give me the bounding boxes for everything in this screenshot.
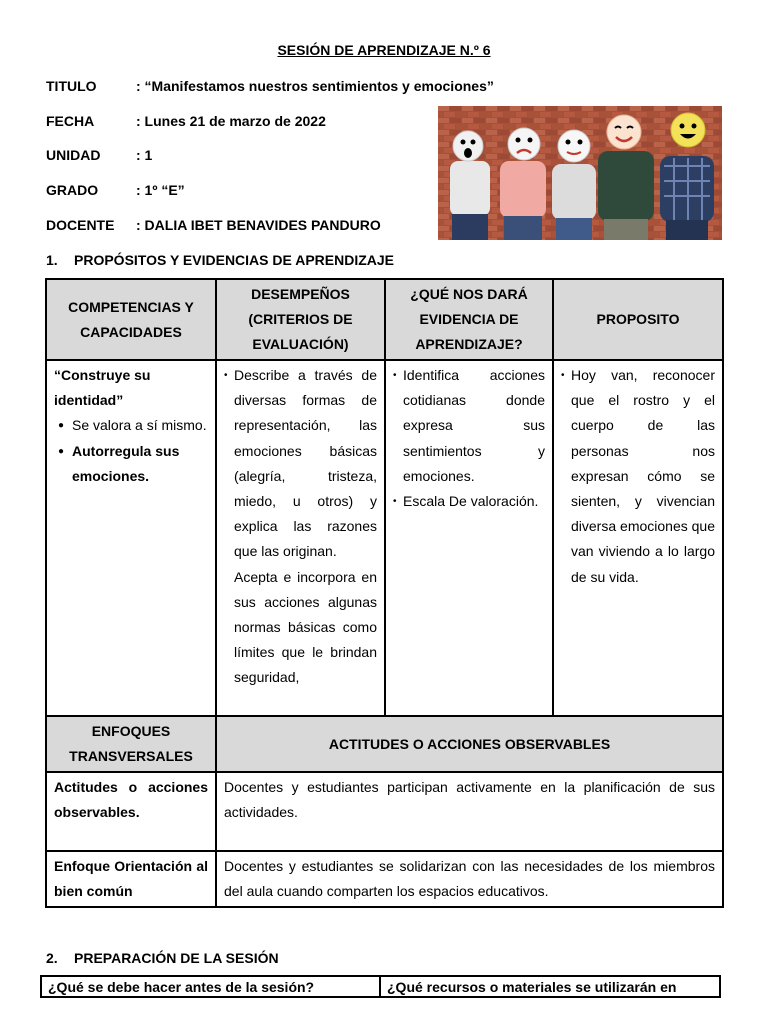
section-title: PREPARACIÓN DE LA SESIÓN (74, 950, 279, 966)
section-title: PROPÓSITOS Y EVIDENCIAS DE APRENDIZAJE (74, 252, 395, 268)
prep-col-resources: ¿Qué recursos o materiales se utilizarán en (380, 976, 720, 997)
table-row (46, 851, 723, 907)
meta-unidad (46, 147, 152, 163)
meta-value: : 1º “E” (136, 182, 185, 198)
evidencia-text: Identifica acciones cotidianas donde expresa sus sentimientos y emociones. (403, 367, 545, 484)
table-row (46, 772, 723, 851)
header-desempenos: DESEMPEÑOS (CRITERIOS DE EVALUACIÓN) (216, 279, 385, 360)
meta-value: : Lunes 21 de marzo de 2022 (136, 113, 326, 129)
desempeno-item (224, 363, 377, 565)
bullet-icon: • (224, 370, 228, 381)
table-header-row (46, 279, 723, 360)
meta-fecha (46, 113, 326, 129)
meta-titulo (46, 78, 494, 94)
competencias-cell (46, 360, 216, 716)
purposes-table (45, 278, 724, 908)
row-text: Docentes y estudiantes participan activamente en la planificación de sus actividades. (216, 772, 723, 851)
capacidad-text: Autorregula sus emociones. (72, 442, 180, 484)
section-1-heading (46, 252, 394, 268)
bullet-icon: • (393, 370, 397, 381)
preparation-table (40, 975, 721, 998)
bullet-icon: ● (58, 420, 65, 432)
row-text: Docentes y estudiantes se solidarizan con las necesidades de los miembros del aula cuando comparten los espacios educativos. (216, 851, 723, 907)
meta-label: UNIDAD (46, 147, 101, 163)
meta-grado (46, 182, 185, 198)
capacidad-item (54, 413, 208, 438)
desempeno-extra: Acepta e incorpora en sus acciones algunas normas básicas como límites que le brindan seguridad, (234, 568, 377, 686)
meta-label: GRADO (46, 182, 99, 198)
session-title: SESIÓN DE APRENDIZAJE N.º 6 (277, 42, 491, 58)
header-evidencia: ¿QUÉ NOS DARÁ EVIDENCIA DE APRENDIZAJE? (385, 279, 553, 360)
meta-value: : 1 (136, 147, 153, 163)
evidencia-text: Escala De valoración. (403, 493, 539, 510)
evidencia-item (393, 489, 545, 514)
table-content-row (46, 360, 723, 716)
meta-docente (46, 217, 381, 233)
meta-value: : “Manifestamos nuestros sentimientos y emociones” (136, 78, 494, 94)
row-label: Enfoque Orientación al bien común (46, 851, 216, 907)
header-enfoques: ENFOQUES TRANSVERSALES (46, 716, 216, 772)
capacidad-item (54, 439, 208, 489)
prep-col-before: ¿Qué se debe hacer antes de la sesión? (41, 976, 380, 997)
emotions-photo (438, 106, 722, 240)
prep-header-row (41, 976, 720, 997)
desempenos-cell (216, 360, 385, 716)
header-competencias: COMPETENCIAS Y CAPACIDADES (46, 279, 216, 360)
proposito-item (561, 363, 715, 590)
enfoques-header-row (46, 716, 723, 772)
section-number: 1. (46, 252, 58, 268)
proposito-cell (553, 360, 723, 716)
row-label: Actitudes o acciones observables. (46, 772, 216, 851)
meta-label: DOCENTE (46, 217, 115, 233)
evidencia-item (393, 363, 545, 489)
emotions-photo-svg (438, 106, 722, 240)
bullet-icon: • (393, 496, 397, 508)
meta-label: TITULO (46, 78, 97, 94)
meta-value: : DALIA IBET BENAVIDES PANDURO (136, 217, 381, 233)
person-3 (552, 130, 596, 240)
capacidad-text: Se valora a sí mismo. (72, 417, 207, 434)
header-actitudes: ACTITUDES O ACCIONES OBSERVABLES (216, 716, 723, 772)
bullet-icon: • (561, 370, 565, 381)
evidencias-cell (385, 360, 553, 716)
meta-label: FECHA (46, 113, 95, 129)
section-number: 2. (46, 950, 58, 966)
header-proposito: PROPOSITO (553, 279, 723, 360)
section-2-heading (46, 950, 279, 966)
desempeno-text: Describe a través de diversas formas de representación, las emociones básicas (alegría, tristeza, miedo, u otros) y explica las razones que las originan. (234, 367, 377, 560)
bullet-icon: ● (58, 445, 65, 457)
competencia-name: “Construye su identidad” (54, 367, 151, 409)
proposito-text: Hoy van, reconocer que el rostro y el cuerpo de las personas nos expresan cómo se sienten, y vivencian diversa emociones que van viviendo a lo largo de su vida. (571, 367, 715, 585)
